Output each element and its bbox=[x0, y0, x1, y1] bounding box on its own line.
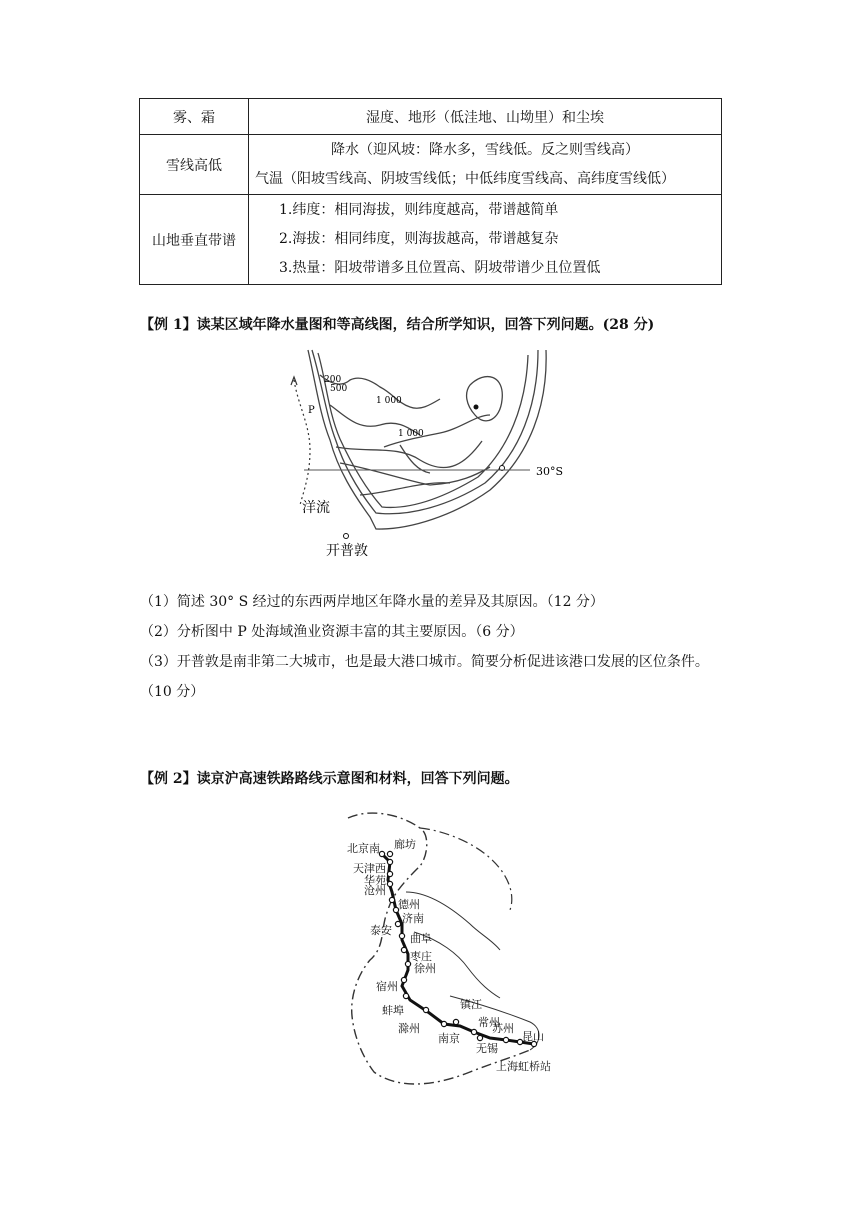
station-label: 徐州 bbox=[414, 962, 436, 975]
station-label: 北京南 bbox=[347, 842, 380, 855]
station-dot bbox=[471, 1029, 476, 1034]
station-dot bbox=[379, 851, 384, 856]
latitude-label: 30°S bbox=[536, 465, 564, 478]
row-key: 雪线高低 bbox=[140, 135, 249, 195]
row-line: 降水（迎风坡：降水多，雪线低。反之则雪线高） bbox=[331, 141, 639, 158]
station-dot bbox=[399, 933, 404, 938]
station-dot bbox=[389, 897, 394, 902]
station-dot bbox=[387, 851, 392, 856]
summary-table bbox=[139, 98, 722, 285]
question-3: （3）开普敦是南非第二大城市，也是最大港口城市。简要分析促进该港口发展的区位条件。 bbox=[140, 654, 709, 670]
station-label: 廊坊 bbox=[394, 838, 416, 851]
station-label: 蚌埠 bbox=[382, 1004, 404, 1017]
station-label: 华苑 bbox=[364, 874, 386, 887]
question-1: （1）简述 30° S 经过的东西两岸地区年降水量的差异及其原因。（12 分） bbox=[140, 594, 604, 610]
row-line: 气温（阳坡雪线高、阴坡雪线低；中低纬度雪线高、高纬度雪线低） bbox=[255, 170, 675, 187]
contour-label-500: 500 bbox=[330, 384, 348, 394]
station-dot bbox=[453, 1019, 458, 1024]
example1-heading: 【例 1】读某区域年降水量图和等高线图，结合所学知识，回答下列问题。(28 分) bbox=[140, 317, 655, 333]
rail-route-map bbox=[330, 800, 570, 1100]
row-value: 湿度、地形（低洼地、山坳里）和尘埃 bbox=[249, 99, 722, 135]
station-dots bbox=[379, 851, 536, 1046]
station-label: 上海虹桥站 bbox=[496, 1060, 551, 1073]
ocean-current-arrow bbox=[294, 380, 310, 505]
station-dot bbox=[387, 859, 392, 864]
station-label: 枣庄 bbox=[410, 950, 432, 963]
station-dot bbox=[423, 1007, 428, 1012]
row-line: 1.纬度：相同海拔，则纬度越高，带谱越简单 bbox=[279, 202, 559, 218]
station-dot bbox=[441, 1021, 446, 1026]
row-line: 3.热量：阳坡带谱多且位置高、阴坡带谱少且位置低 bbox=[279, 260, 601, 276]
station-label: 镇江 bbox=[460, 998, 482, 1011]
station-dot bbox=[403, 993, 408, 998]
station-label: 宿州 bbox=[376, 980, 398, 993]
row-key: 山地垂直带谱 bbox=[140, 195, 249, 285]
point-p-label: P bbox=[308, 405, 315, 416]
station-label: 泰安 bbox=[370, 924, 392, 937]
table-row bbox=[140, 135, 722, 195]
question-3-score: （10 分） bbox=[140, 684, 205, 700]
row-line: 2.海拔：相同纬度，则海拔越高，带谱越复杂 bbox=[279, 231, 559, 247]
station-label: 济南 bbox=[402, 912, 424, 925]
station-label: 无锡 bbox=[476, 1042, 498, 1055]
station-dot bbox=[401, 947, 406, 952]
row-value bbox=[249, 195, 722, 285]
contour-label-200: 200 bbox=[324, 375, 342, 385]
row-value bbox=[249, 135, 722, 195]
rainfall-contour-map bbox=[280, 345, 580, 565]
station-label: 常州 bbox=[478, 1016, 500, 1029]
map-point bbox=[474, 405, 479, 410]
station-dot bbox=[503, 1037, 508, 1042]
table-row bbox=[140, 195, 722, 285]
station-label: 昆山 bbox=[522, 1030, 544, 1043]
station-label: 南京 bbox=[438, 1032, 460, 1045]
station-label: 曲阜 bbox=[410, 932, 432, 945]
station-label: 天津西 bbox=[353, 862, 386, 875]
contour-label-1000: 1 000 bbox=[376, 396, 402, 406]
cape-town-label: 开普敦 bbox=[326, 543, 368, 559]
question-2: （2）分析图中 P 处海域渔业资源丰富的其主要原因。（6 分） bbox=[140, 624, 524, 640]
station-labels bbox=[347, 837, 551, 1073]
contour-label-1000: 1 000 bbox=[398, 429, 424, 439]
station-dot bbox=[387, 871, 392, 876]
station-dot bbox=[401, 977, 406, 982]
station-dot bbox=[387, 881, 392, 886]
table-row bbox=[140, 99, 722, 135]
station-label: 滁州 bbox=[398, 1022, 420, 1035]
row-key: 雾、霜 bbox=[140, 99, 249, 135]
ocean-current-label: 洋流 bbox=[302, 500, 330, 516]
station-dot bbox=[395, 921, 400, 926]
station-dot bbox=[477, 1035, 482, 1040]
station-label: 德州 bbox=[398, 898, 420, 911]
cape-town-dot bbox=[344, 534, 349, 539]
station-label: 苏州 bbox=[492, 1022, 514, 1035]
example2-heading: 【例 2】读京沪高速铁路路线示意图和材料，回答下列问题。 bbox=[140, 771, 519, 787]
station-label: 沧州 bbox=[364, 884, 386, 897]
